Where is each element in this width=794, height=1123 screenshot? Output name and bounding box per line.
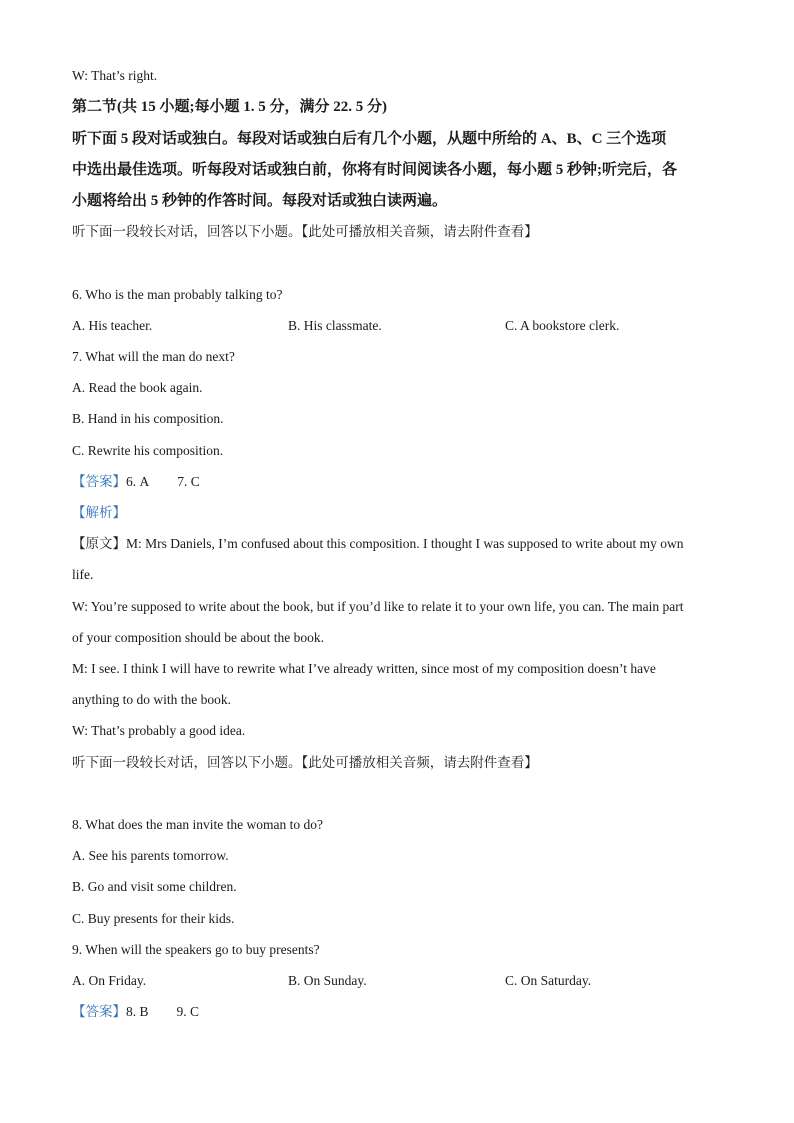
answer-8: 8. B [126,1004,149,1019]
analysis-tag: 【解析】 [72,505,126,520]
option-8a: A. See his parents tomorrow. [72,848,229,863]
option-6a: A. His teacher. [72,318,153,333]
transcript-tag: 【原文】 [72,536,126,551]
transcript-line: W: That’s probably a good idea. [72,723,246,738]
option-8c: C. Buy presents for their kids. [72,911,235,926]
transcript-line: of your composition should be about the book. [72,630,324,645]
transcript-line: W: You’re supposed to write about the book, but if you’d like to relate it to your own life, you can. The main part [72,599,684,614]
listening-prompt: 听下面一段较长对话，回答以下小题。【此处可播放相关音频，请去附件查看】 [72,224,538,239]
option-6b: B. His classmate. [288,318,382,333]
option-7a: A. Read the book again. [72,380,203,395]
answer-6: 6. A [126,474,150,489]
question-6: 6. Who is the man probably talking to? [72,287,283,302]
transcript-line [72,535,684,553]
question-9: 9. When will the speakers go to buy presents? [72,942,320,957]
question-8: 8. What does the man invite the woman to do? [72,817,323,832]
transcript-text: M: Mrs Daniels, I’m confused about this composition. I thought I was supposed to write about my own [126,536,684,551]
option-7c: C. Rewrite his composition. [72,443,224,458]
transcript-line: anything to do with the book. [72,692,231,707]
transcript-line: M: I see. I think I will have to rewrite what I’ve already written, since most of my composition doesn’t have [72,661,656,676]
answer-line [72,1003,199,1021]
option-9b: B. On Sunday. [288,973,367,988]
option-8b: B. Go and visit some children. [72,879,237,894]
answer-7: 7. C [177,474,200,489]
answer-tag: 【答案】 [72,474,126,489]
answer-tag: 【答案】 [72,1004,126,1019]
transcript-line: life. [72,567,94,582]
option-7b: B. Hand in his composition. [72,411,224,426]
option-9c: C. On Saturday. [505,973,592,988]
analysis-line [72,504,126,522]
answer-line [72,473,200,491]
option-9a: A. On Friday. [72,973,147,988]
answer-9: 9. C [176,1004,200,1019]
instruction-line: 听下面 5 段对话或独白。每段对话或独白后有几个小题，从题中所给的 A、B、C 三个选项 [72,131,667,147]
instruction-line: 中选出最佳选项。听每段对话或独白前，你将有时间阅读各小题，每小题 5 秒钟;听完后，各 [72,162,677,178]
instruction-line: 小题将给出 5 秒钟的作答时间。每段对话或独白读两遍。 [72,193,448,209]
question-7: 7. What will the man do next? [72,349,235,364]
dialogue-line: W: That’s right. [72,68,158,83]
option-6c: C. A bookstore clerk. [505,318,620,333]
section-title: 第二节(共 15 小题;每小题 1. 5 分，满分 22. 5 分) [72,99,387,115]
listening-prompt: 听下面一段较长对话，回答以下小题。【此处可播放相关音频，请去附件查看】 [72,755,538,770]
